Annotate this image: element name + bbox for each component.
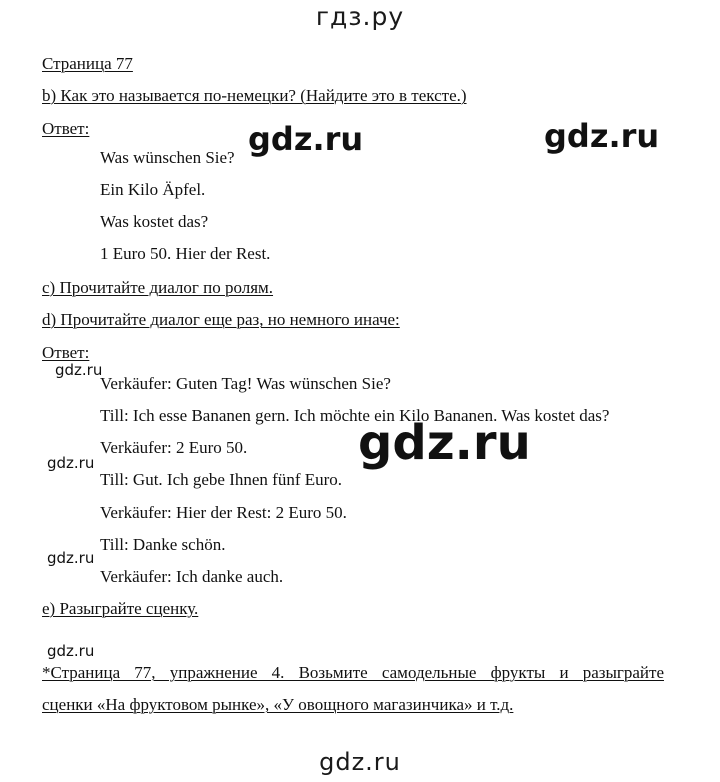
dialog-line-7: Verkäufer: Ich danke auch. [100, 567, 284, 586]
exercise-4-line-2: сценки «На фруктовом рынке», «У овощного магазинчика» и т.д. [42, 695, 514, 714]
watermark-5: gdz.ru [47, 454, 95, 472]
task-b-answer-1: Was wünschen Sie? [100, 148, 235, 167]
dialog-line-5: Verkäufer: Hier der Rest: 2 Euro 50. [100, 503, 347, 522]
task-d-prompt: d) Прочитайте диалог еще раз, но немного иначе: [42, 310, 400, 329]
task-b-answer-2: Ein Kilo Äpfel. [100, 180, 206, 199]
site-footer-watermark: gdz.ru [319, 748, 401, 776]
dialog-line-1: Verkäufer: Guten Tag! Was wünschen Sie? [100, 374, 391, 393]
page-heading: Страница 77 [42, 54, 133, 73]
dialog-line-6: Till: Danke schön. [100, 535, 226, 554]
task-b-answer-3: Was kostet das? [100, 212, 209, 231]
dialog-line-2: Till: Ich esse Bananen gern. Ich möchte ein Kilo Bananen. Was kostet das? [100, 406, 610, 425]
task-b-answer-label: Ответ: [42, 119, 90, 138]
exercise-4-line-1: *Страница 77, упражнение 4. Возьмите самодельные фрукты и разыграйте [42, 663, 664, 682]
watermark-3: gdz.ru [55, 361, 103, 379]
task-c-prompt: c) Прочитайте диалог по ролям. [42, 278, 274, 297]
watermark-2: gdz.ru [544, 117, 660, 155]
dialog-line-4: Till: Gut. Ich gebe Ihnen fünf Euro. [100, 470, 343, 489]
watermark-7: gdz.ru [47, 642, 95, 660]
task-b-answer-4: 1 Euro 50. Hier der Rest. [100, 244, 271, 263]
dialog-line-3: Verkäufer: 2 Euro 50. [100, 438, 248, 457]
task-e-prompt: e) Разыграйте сценку. [42, 599, 199, 618]
watermark-4: gdz.ru [358, 415, 531, 471]
watermark-6: gdz.ru [47, 549, 95, 567]
site-header-watermark: гдз.ру [315, 2, 405, 31]
task-d-answer-label: Ответ: [42, 343, 90, 362]
task-b-prompt: b) Как это называется по-немецки? (Найдите это в тексте.) [42, 86, 467, 105]
watermark-1: gdz.ru [248, 120, 364, 158]
